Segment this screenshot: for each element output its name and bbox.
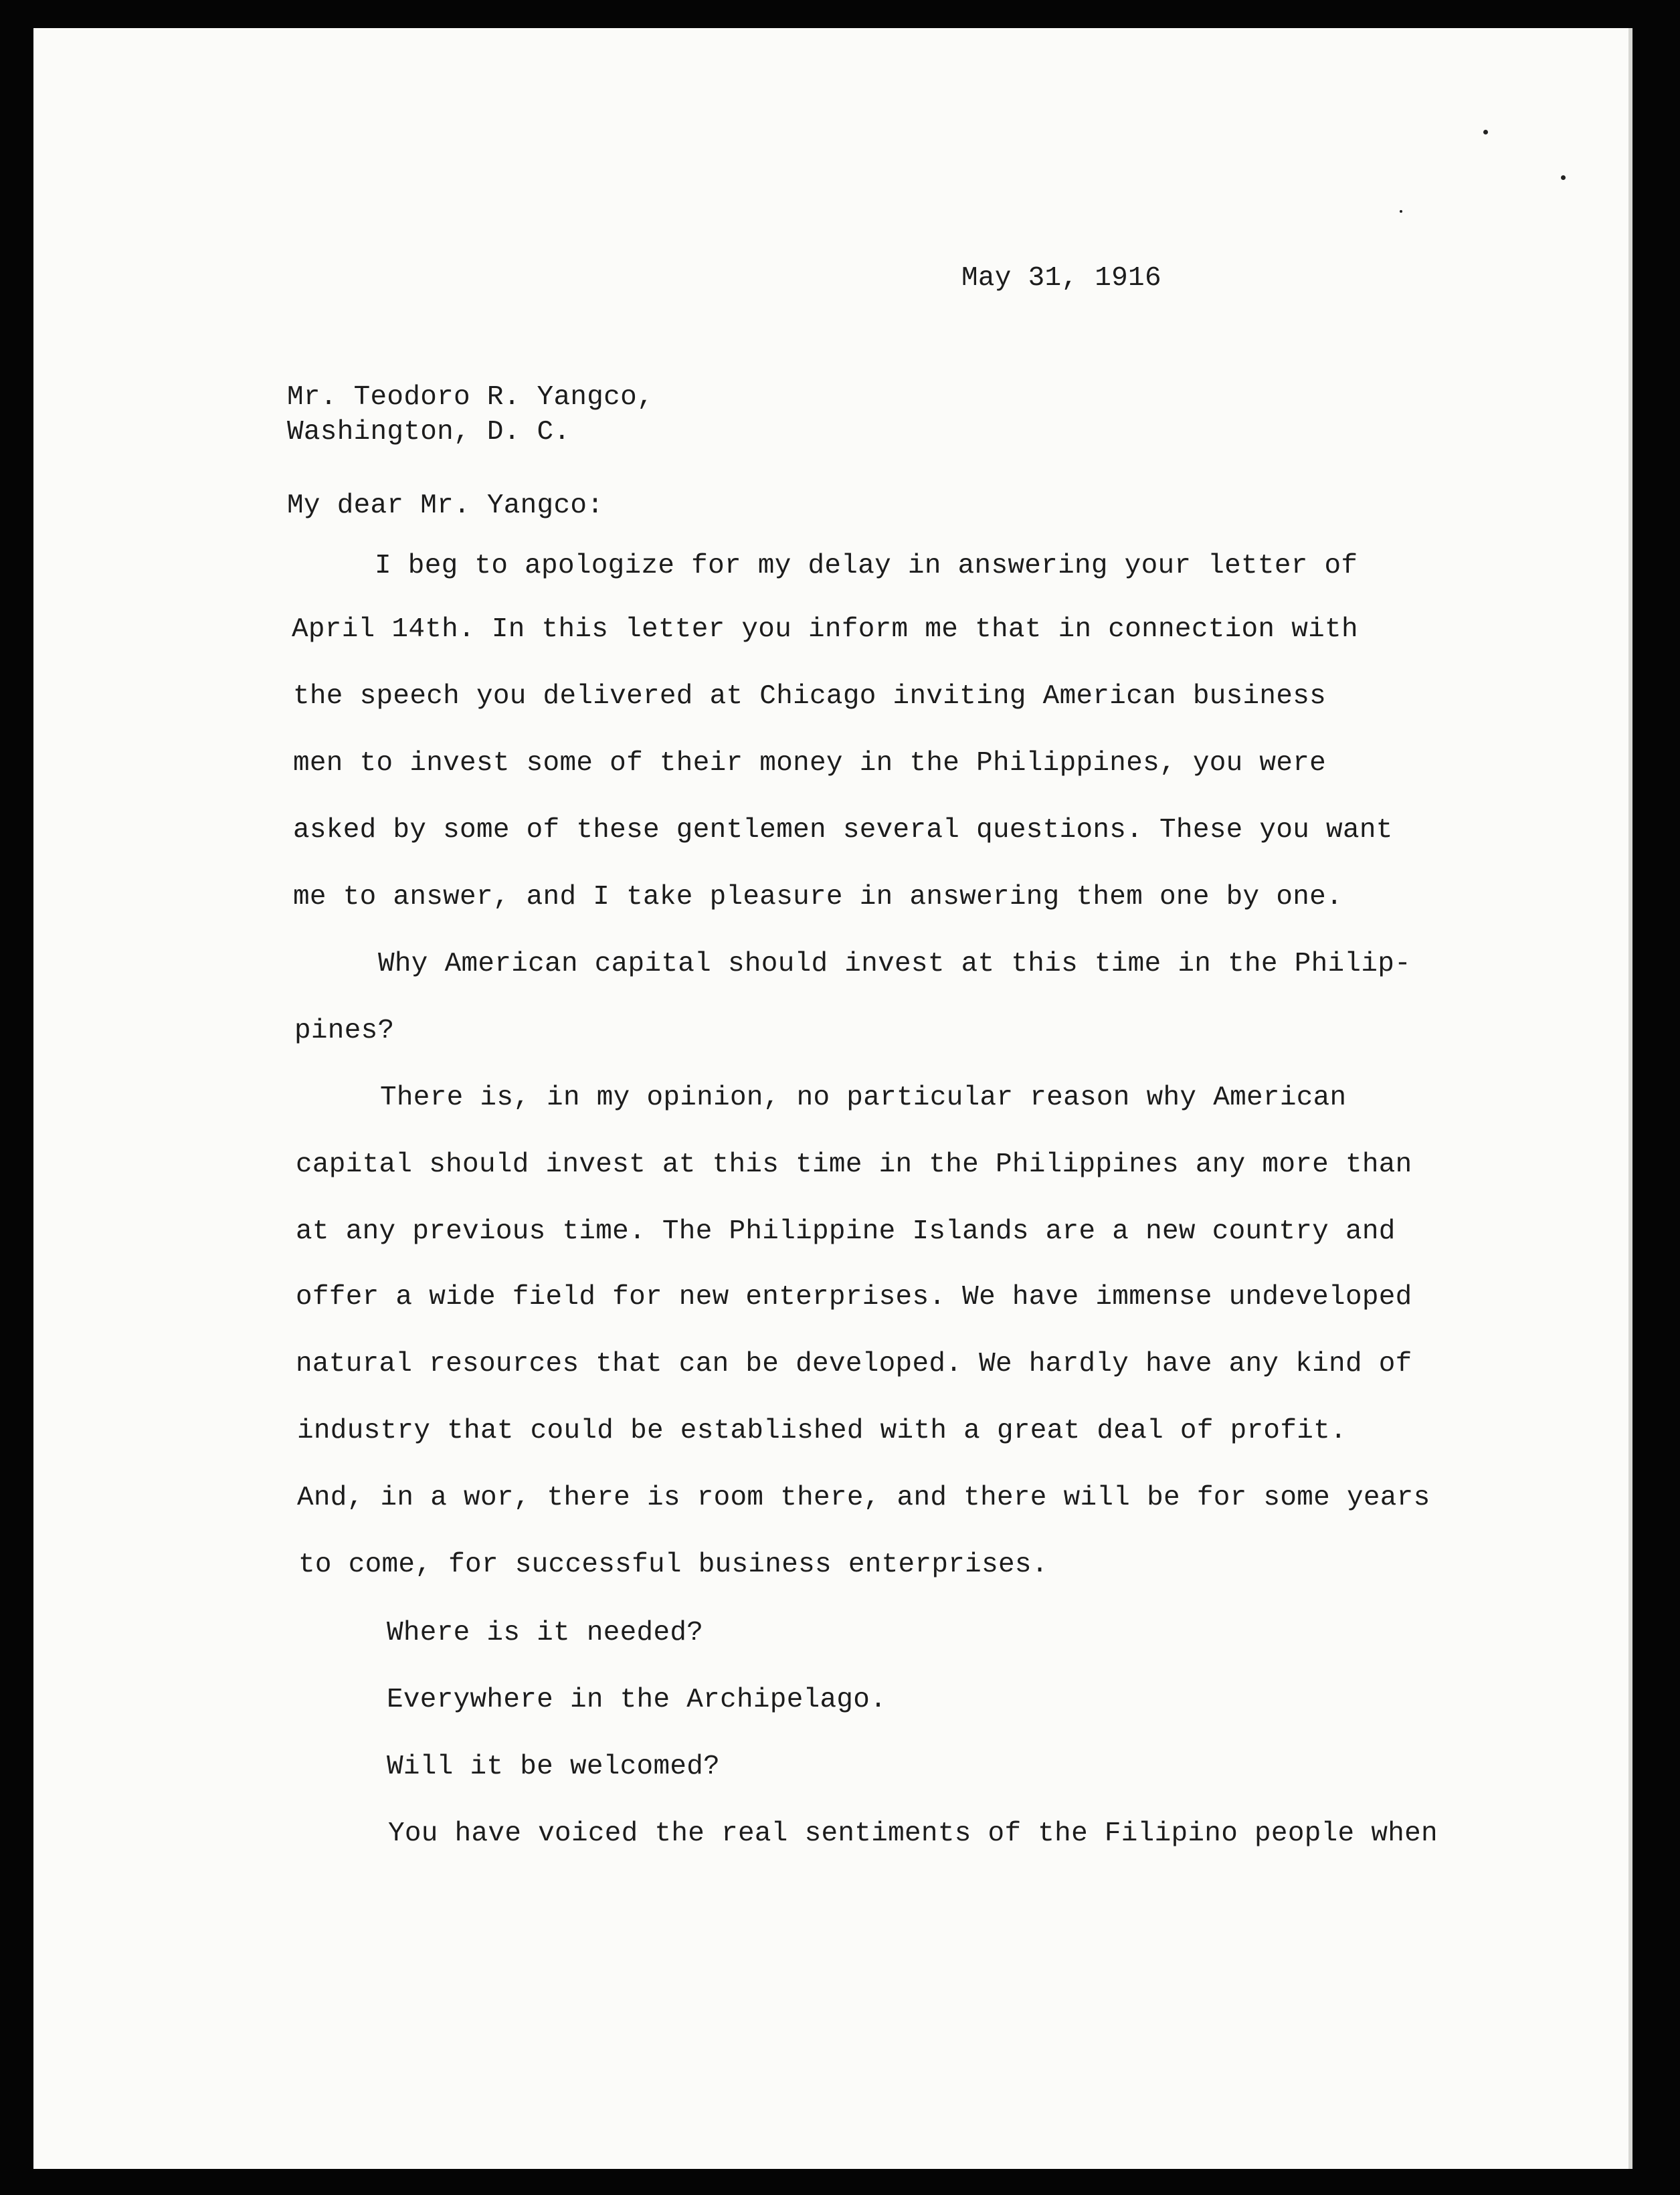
body-line: You have voiced the real sentiments of the Filipino people when xyxy=(388,1818,1438,1849)
body-line: the speech you delivered at Chicago inviting American business xyxy=(293,681,1327,712)
letter-date: May 31, 1916 xyxy=(961,263,1161,294)
body-line: Where is it needed? xyxy=(387,1618,704,1648)
body-line: at any previous time. The Philippine Islands are a new country and xyxy=(296,1216,1396,1247)
body-line: I beg to apologize for my delay in answering your letter of xyxy=(375,551,1358,581)
body-line: pines? xyxy=(294,1016,395,1046)
page-edge xyxy=(1628,28,1632,2169)
body-line: industry that could be established with a great deal of profit. xyxy=(297,1416,1347,1446)
body-line: asked by some of these gentlemen several questions. These you want xyxy=(293,815,1393,846)
scan-speck xyxy=(1561,175,1566,180)
body-line: capital should invest at this time in the Philippines any more than xyxy=(296,1149,1412,1180)
body-line: Everywhere in the Archipelago. xyxy=(387,1685,887,1715)
body-line: Will it be welcomed? xyxy=(387,1751,721,1782)
body-line: And, in a wor, there is room there, and there will be for some years xyxy=(297,1483,1430,1513)
scan-speck xyxy=(1400,210,1402,213)
letter-page xyxy=(33,28,1632,2169)
recipient-name: Mr. Teodoro R. Yangco, xyxy=(287,382,654,413)
body-line: to come, for successful business enterprises. xyxy=(298,1549,1048,1580)
body-line: Why American capital should invest at this time in the Philip- xyxy=(378,949,1412,979)
recipient-address: Washington, D. C. xyxy=(287,417,571,448)
body-line: natural resources that can be developed. We hardly have any kind of xyxy=(296,1349,1412,1379)
body-line: me to answer, and I take pleasure in answering them one by one. xyxy=(293,882,1343,913)
salutation: My dear Mr. Yangco: xyxy=(287,490,604,521)
body-line: men to invest some of their money in the Philippines, you were xyxy=(293,748,1327,779)
scan-speck xyxy=(1483,130,1488,134)
body-line: April 14th. In this letter you inform me that in connection with xyxy=(292,614,1358,645)
body-line: offer a wide field for new enterprises. We have immense undeveloped xyxy=(296,1282,1412,1313)
body-line: There is, in my opinion, no particular reason why American xyxy=(380,1082,1347,1113)
